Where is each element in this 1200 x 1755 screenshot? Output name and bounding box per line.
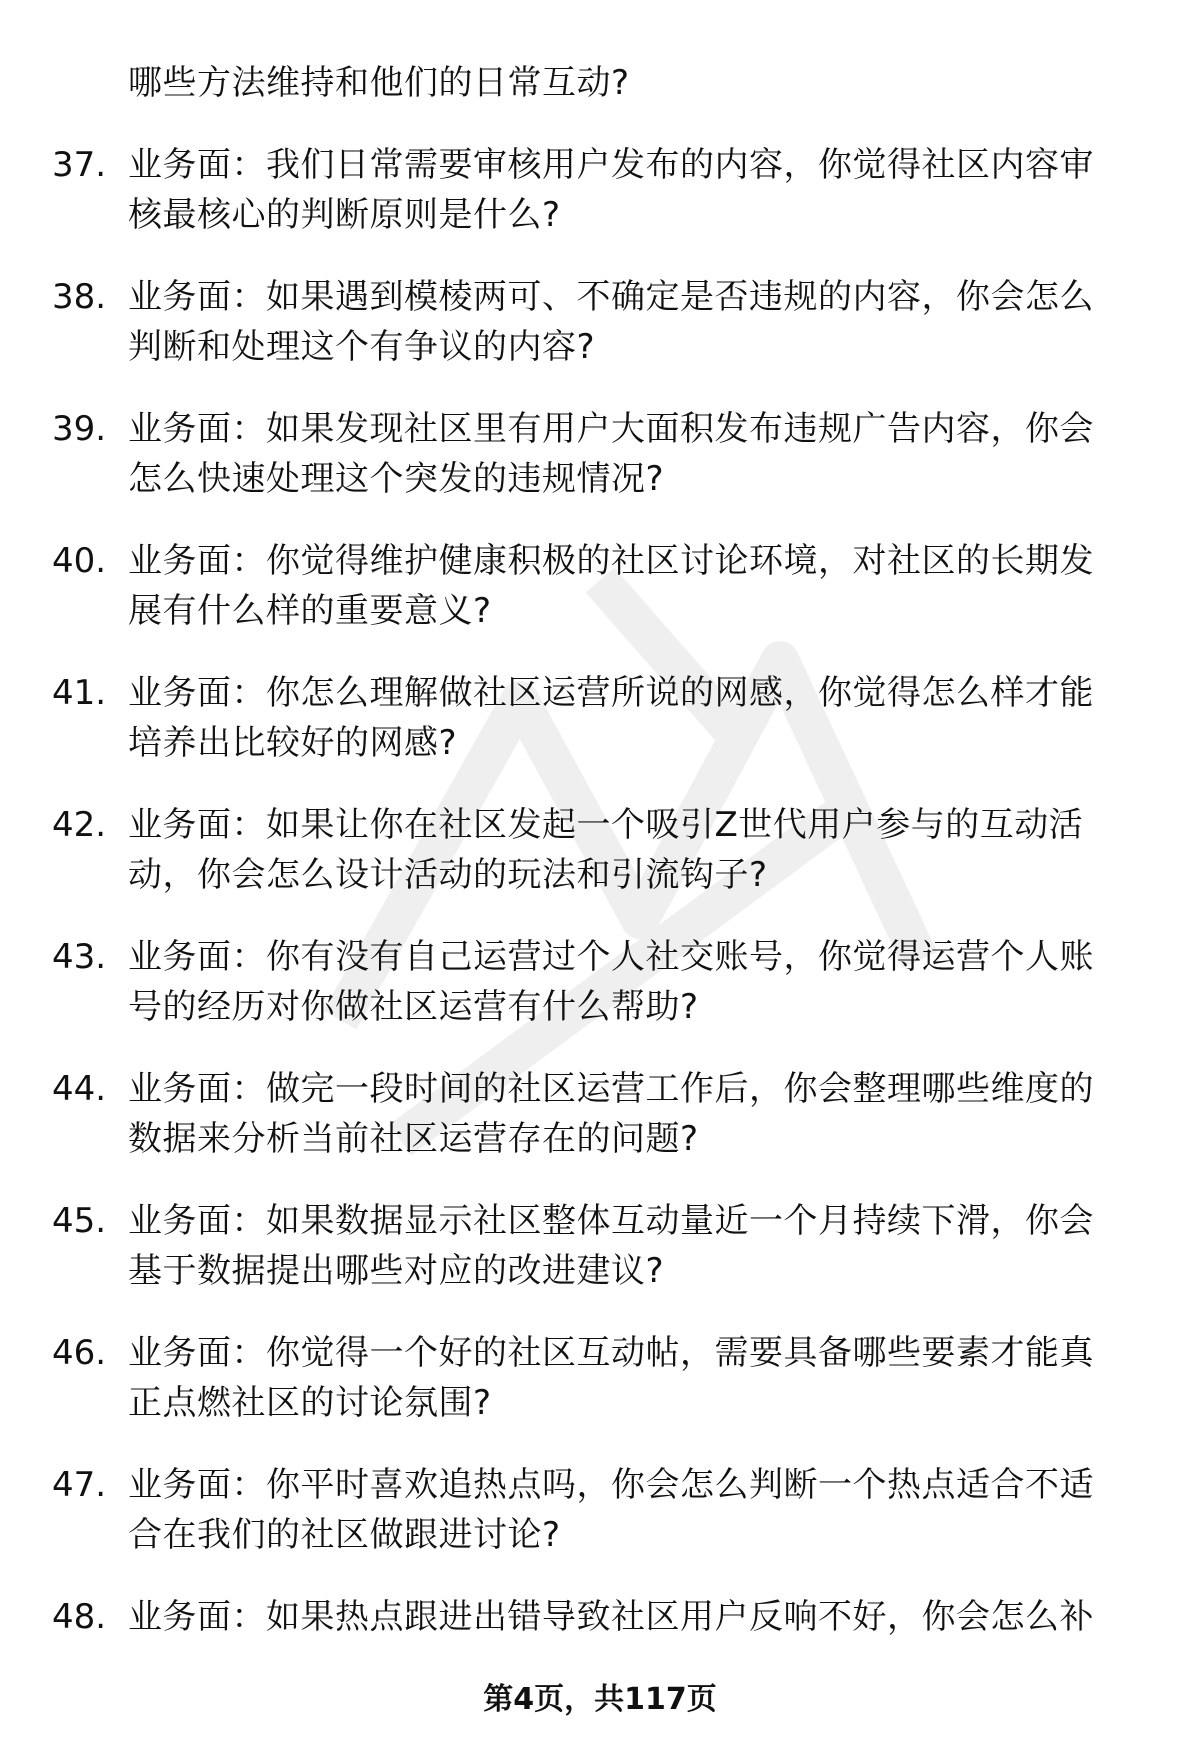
question-number: 44. <box>52 1069 107 1109</box>
question-number: 48. <box>52 1597 107 1637</box>
question-list <box>0 140 1200 1724</box>
question-number: 40. <box>52 541 107 581</box>
continuation-text: 哪些方法维持和他们的日常互动? <box>128 63 630 103</box>
question-item <box>0 1064 1200 1196</box>
question-item <box>0 1460 1200 1592</box>
question-text: 业务面：你觉得维护健康积极的社区讨论环境，对社区的长期发 展有什么样的重要意义? <box>128 541 1094 631</box>
question-text: 业务面：你觉得一个好的社区互动帖，需要具备哪些要素才能真 正点燃社区的讨论氛围? <box>128 1333 1094 1423</box>
question-number: 43. <box>52 937 107 977</box>
question-text: 业务面：如果遇到模棱两可、不确定是否违规的内容，你会怎么 判断和处理这个有争议的内容? <box>128 277 1094 367</box>
question-text: 业务面：你怎么理解做社区运营所说的网感，你觉得怎么样才能 培养出比较好的网感? <box>128 673 1094 763</box>
question-number: 42. <box>52 805 107 845</box>
question-number: 38. <box>52 277 107 317</box>
question-text: 业务面：如果让你在社区发起一个吸引Z世代用户参与的互动活 动，你会怎么设计活动的玩法和引流钩子? <box>128 805 1084 895</box>
question-item <box>0 140 1200 272</box>
question-number: 45. <box>52 1201 107 1241</box>
question-text: 业务面：做完一段时间的社区运营工作后，你会整理哪些维度的 数据来分析当前社区运营存在的问题? <box>128 1069 1094 1159</box>
question-number: 39. <box>52 409 107 449</box>
question-text: 业务面：你平时喜欢追热点吗，你会怎么判断一个热点适合不适 合在我们的社区做跟进讨论? <box>128 1465 1094 1555</box>
question-item <box>0 668 1200 800</box>
question-text: 业务面：你有没有自己运营过个人社交账号，你觉得运营个人账 号的经历对你做社区运营有什么帮助? <box>128 937 1094 1027</box>
question-item <box>0 272 1200 404</box>
question-number: 47. <box>52 1465 107 1505</box>
question-number: 41. <box>52 673 107 713</box>
question-number: 37. <box>52 145 107 185</box>
question-number: 46. <box>52 1333 107 1373</box>
question-item <box>0 800 1200 932</box>
question-text: 业务面：如果热点跟进出错导致社区用户反响不好，你会怎么补 <box>128 1597 1094 1637</box>
question-text: 业务面：我们日常需要审核用户发布的内容，你觉得社区内容审 核最核心的判断原则是什么? <box>128 145 1094 235</box>
question-item <box>0 536 1200 668</box>
page-footer: 第4页，共117页 <box>483 1682 717 1717</box>
question-item <box>0 1328 1200 1460</box>
question-text: 业务面：如果数据显示社区整体互动量近一个月持续下滑，你会 基于数据提出哪些对应的改进建议? <box>128 1201 1094 1291</box>
question-item <box>0 932 1200 1064</box>
question-item <box>0 404 1200 536</box>
question-text: 业务面：如果发现社区里有用户大面积发布违规广告内容，你会 怎么快速处理这个突发的违规情况? <box>128 409 1094 499</box>
question-item <box>0 1196 1200 1328</box>
